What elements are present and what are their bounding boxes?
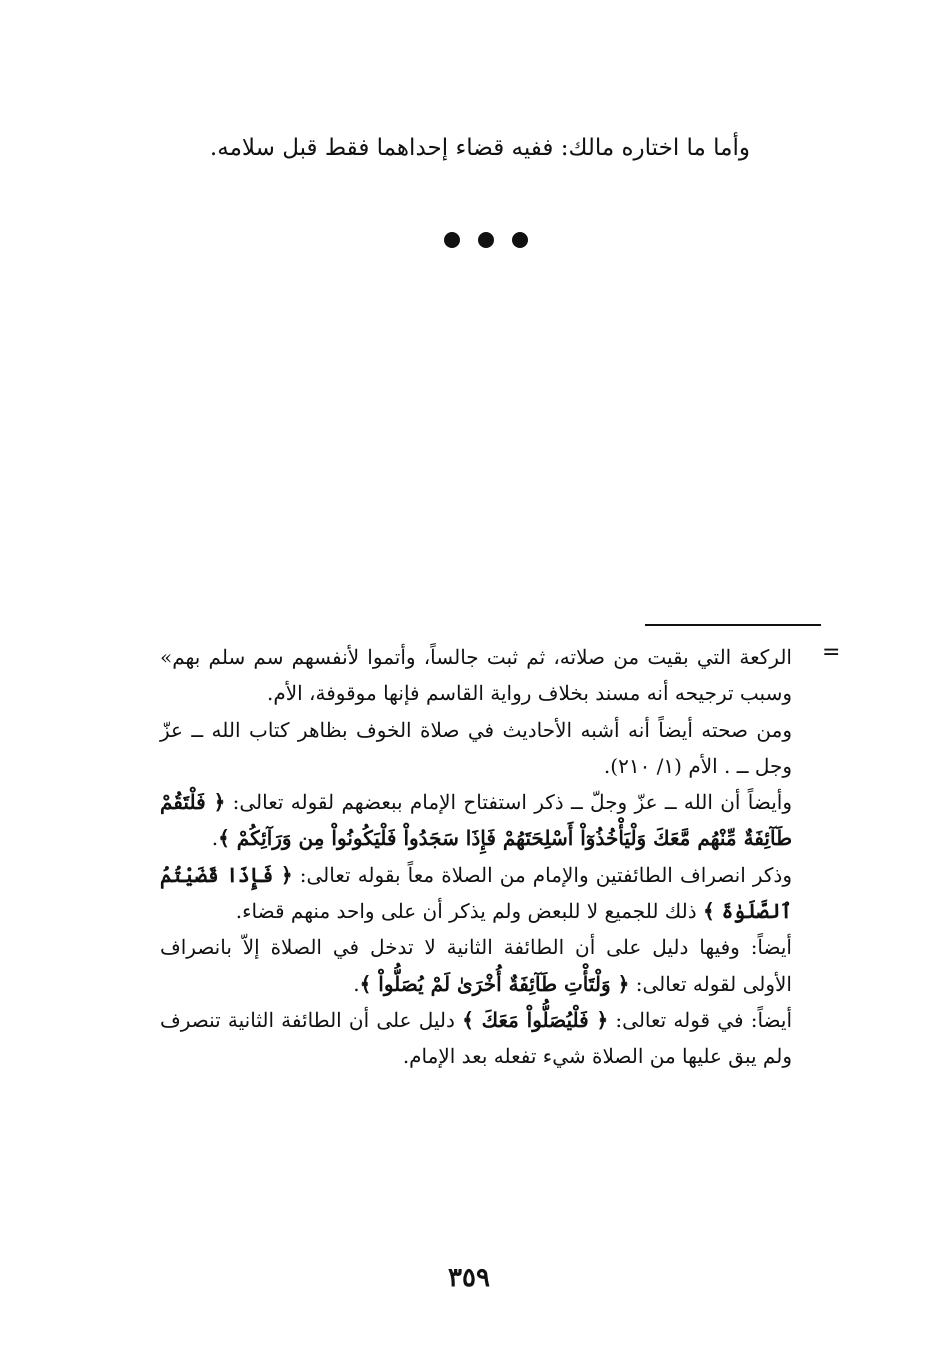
footnote-paragraph [160,929,792,1002]
main-text: وأما ما اختاره مالك: ففيه قضاء إحداهما فقط قبل سلامه. [209,135,750,161]
footnote-text: . [211,826,219,851]
page-number: ٣٥٩ [448,1263,490,1293]
footnote-paragraph [160,784,792,857]
quran-verse: ﴿ فَإِذَا قَضَيْتُمُ ٱلصَّلَوٰةَ ﴾ [160,862,792,924]
footnote-text: أيضاً: وفيها دليل على أن الطائفة الثانية لا تدخل في الصلاة إلاّ بانصراف الأولى لقوله تعالى: [160,935,792,996]
footnote-paragraph: الركعة التي بقيت من صلاته، ثم ثبت جالساً، وأتموا لأنفسهم سم سلم بهم» وسبب ترجيحه أنه مسند بخلاف رواية القاسم فإنها موقوفة، الأم. [160,645,792,706]
quran-verse: ﴿ فَلْتَقُمْ طَآئِفَةٌ مِّنْهُم مَّعَكَ وَلْيَأْخُذُوٓاْ أَسْلِحَتَهُمْ فَإِذَا سَجَدُواْ فَلْيَكُونُواْ مِن وَرَآئِكُمْ ﴾ [160,790,792,851]
footnote-text: . [353,971,360,996]
footnote-text: أيضاً: في قوله تعالى: [615,1007,793,1032]
separator-dot [512,232,528,248]
footnotes [160,639,792,1075]
footnote-paragraph: ومن صحته أيضاً أنه أشبه الأحاديث في صلاة الخوف بظاهر كتاب الله ــ عزّ وجل ــ . الأم (١/ ٢١٠). [160,717,792,778]
separator-dot [478,232,494,248]
separator-dot [444,232,460,248]
footnote-text: ذلك للجميع لا للبعض ولم يذكر أن على واحد منهم قضاء. [235,899,697,924]
footnote-rule [645,624,821,626]
footnote-text: وذكر انصراف الطائفتين والإمام من الصلاة معاً بقوله تعالى: [299,862,792,887]
quran-verse: ﴿ فَلْيُصَلُّواْ مَعَكَ ﴾ [462,1007,609,1032]
footnote-paragraph [160,1002,792,1075]
quran-verse: ﴿ وَلْتَأْتِ طَآئِفَةٌ أُخْرَىٰ لَمْ يُصَلُّواْ ﴾ [359,971,630,996]
footnote-paragraph [160,857,792,930]
section-separator [444,231,528,249]
footnote-text: وأيضاً أن الله ــ عزّ وجلّ ــ ذكر استفتاح الإمام ببعضهم لقوله تعالى: [232,790,792,815]
footnote-continuation-mark: = [822,640,841,665]
footnote-text: دليل على أن الطائفة الثانية تنصرف ولم يبق عليها من الصلاة شيء تفعله بعد الإمام. [160,1007,792,1069]
